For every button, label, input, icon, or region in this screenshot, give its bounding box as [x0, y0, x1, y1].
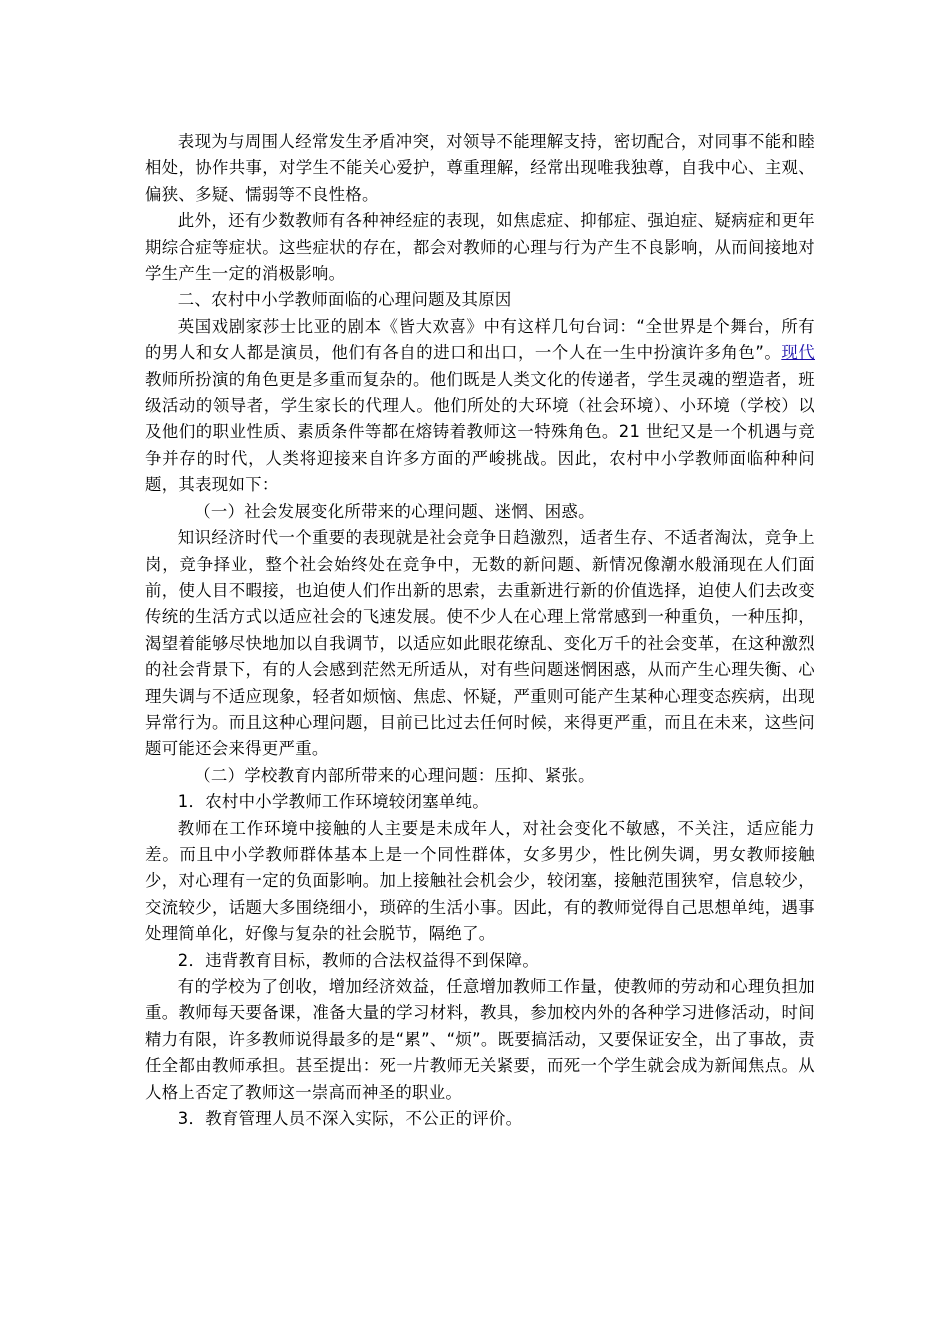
subsection-heading-2: （二）学校教育内部所带来的心理问题：压抑、紧张。 — [194, 765, 595, 785]
paragraph-work-environment: 教师在工作环境中接触的人主要是未成年人，对社会变化不敏感，不关注，适应能力差。而且中小学教师群体基本上是一个同性群体，女多男少，性比例失调，男女教师接触少，对心理有一定的负面影响。加上接触社会机会少，较闭塞，接触范围狭窄，信息较少，交流较少，话题大多围绕细小，琐碎的生活小事。因此，有的教师觉得自己思想单纯，遇事处理简单化，好像与复杂的社会脱节，隔绝了。 — [145, 818, 815, 944]
link-modern[interactable]: 现代 — [781, 343, 816, 363]
paragraph-shakespeare-text-b: 教师所扮演的角色更是多重而复杂的。他们既是人类文化的传递者，学生灵魂的塑造者，班级活动的领导者，学生家长的代理人。他们所处的大环境（社会环境）、小环境（学校）以及他们的职业性质、素质条件等都在熔铸着教师这一特殊角色。21 世纪又是一个机遇与竞争并存的时代，人类将迎接来自许多方面的严峻挑战。因此，农村中小学教师面临种种问题，其表现如下： — [145, 369, 815, 495]
paragraph-shakespeare — [145, 314, 815, 499]
document-body — [145, 129, 815, 1132]
item-heading-1: 1．农村中小学教师工作环境较闭塞单纯。 — [177, 792, 489, 812]
item-heading-3: 3．教育管理人员不深入实际，不公正的评价。 — [177, 1109, 523, 1129]
paragraph-knowledge-economy: 知识经济时代一个重要的表现就是社会竞争日趋激烈，适者生存、不适者淘汰，竞争上岗，竞争择业，整个社会始终处在竞争中，无数的新问题、新情况像潮水般涌现在人们面前，使人目不暇接，也迫使人们作出新的思索，去重新进行新的价值选择，迫使人们去改变传统的生活方式以适应社会的飞速发展。使不少人在心理上常常感到一种重负，一种压抑，渴望着能够尽快地加以自我调节，以适应如此眼花缭乱、变化万千的社会变革，在这种激烈的社会背景下，有的人会感到茫然无所适从，对有些问题迷惘困惑，从而产生心理失衡、心理失调与不适应现象，轻者如烦恼、焦虑、怀疑，严重则可能产生某种心理变态疾病，出现异常行为。而且这种心理问题，目前已比过去任何时候，来得更严重，而且在未来，这些问题可能还会来得更严重。 — [145, 528, 815, 759]
paragraph-shakespeare-text-a: 英国戏剧家莎士比亚的剧本《皆大欢喜》中有这样几句台词：“全世界是个舞台，所有的男人和女人都是演员，他们有各自的进口和出口，一个人在一生中扮演许多角色”。 — [145, 316, 815, 363]
item-heading-2: 2．违背教育目标，教师的合法权益得不到保障。 — [177, 950, 540, 970]
subsection-heading-1: （一）社会发展变化所带来的心理问题、迷惘、困惑。 — [194, 501, 595, 521]
paragraph-conflict: 表现为与周围人经常发生矛盾冲突，对领导不能理解支持，密切配合，对同事不能和睦相处，协作共事，对学生不能关心爱护，尊重理解，经常出现唯我独尊，自我中心、主观、偏狭、多疑、懦弱等不良性格。 — [145, 132, 815, 204]
section-heading-2: 二、农村中小学教师面临的心理问题及其原因 — [177, 290, 512, 310]
paragraph-neurosis: 此外，还有少数教师有各种神经症的表现，如焦虑症、抑郁症、强迫症、疑病症和更年期综合症等症状。这些症状的存在，都会对教师的心理与行为产生不良影响，从而间接地对学生产生一定的消极影响。 — [145, 211, 815, 284]
paragraph-rights: 有的学校为了创收，增加经济效益，任意增加教师工作量，使教师的劳动和心理负担加重。教师每天要备课，准备大量的学习材料，教具，参加校内外的各种学习进修活动，时间精力有限，许多教师说得最多的是“累”、“烦”。既要搞活动，又要保证安全，出了事故，责任全都由教师承担。甚至提出：死一片教师无关紧要，而死一个学生就会成为新闻焦点。从人格上否定了教师这一崇高而神圣的职业。 — [145, 977, 815, 1102]
